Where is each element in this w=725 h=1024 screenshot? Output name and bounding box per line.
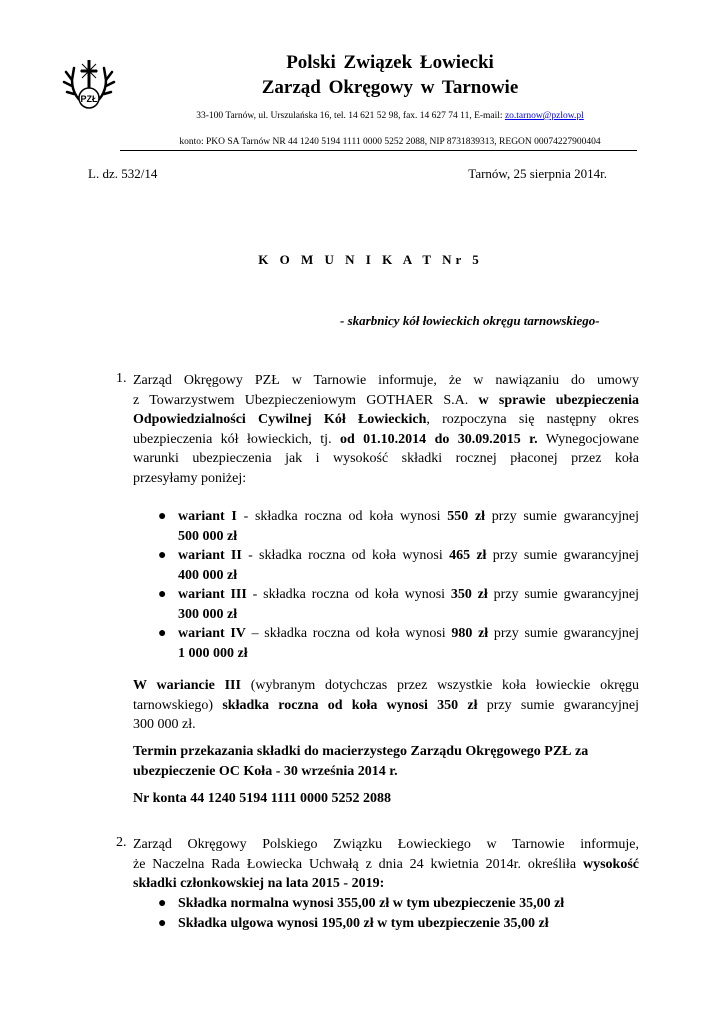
- section-2-number: 2.: [116, 835, 127, 850]
- header-divider: [120, 150, 637, 151]
- section-1-number: 1.: [116, 371, 127, 386]
- bullet-icon: ●: [158, 916, 167, 931]
- bullet-icon: ●: [158, 587, 167, 602]
- fee-item: ● Składka ulgowa wynosi 195,00 zł w tym ubezpieczenie 35,00 zł: [158, 914, 639, 934]
- pzl-logo: [58, 56, 120, 116]
- selected-variant-note: W wariancie III (wybranym dotychczas przez wszystkie koła łowieckie okręgu tarnowskiego) składka roczna od koła wynosi 350 zł przy sumie gwarancyjnej 300 000 zł.: [133, 678, 639, 732]
- bullet-icon: ●: [158, 896, 167, 911]
- org-name: Polski Związek Łowiecki: [286, 52, 494, 73]
- s1-line: Odpowiedzialności Cywilnej Kół Łowieckich, rozpoczyna się następny okres: [133, 412, 639, 427]
- address-text: 33-100 Tarnów, ul. Urszulańska 16, tel. 14 621 52 98, fax. 14 627 74 11, E-mail:: [196, 111, 505, 121]
- bullet-icon: ●: [158, 548, 167, 563]
- document-title: K O M U N I K A T Nr 5: [258, 252, 483, 267]
- s1-line: przesyłamy poniżej:: [133, 470, 247, 486]
- letter-date: Tarnów, 25 sierpnia 2014r.: [468, 166, 607, 181]
- variant-item: ● wariant II - składka roczna od koła wynosi 465 zł przy sumie gwarancyjnej 400 000 zł: [158, 548, 640, 583]
- bullet-icon: ●: [158, 509, 167, 524]
- fee-item: ● Składka normalna wynosi 355,00 zł w tym ubezpieczenie 35,00 zł: [158, 894, 639, 914]
- s1-line: Zarząd Okręgowy PZŁ w Tarnowie informuje, że w nawiązaniu do umowy: [133, 373, 639, 388]
- s1-line: warunki ubezpieczenia jak i wysokość składki rocznej płaconej przez koła: [133, 451, 639, 466]
- org-address: [120, 111, 660, 121]
- bank-details: konto: PKO SA Tarnów NR 44 1240 5194 1111 0000 5252 2088, NIP 8731839313, REGON 00074227900404: [179, 137, 601, 147]
- variant-item: ● wariant I - składka roczna od koła wynosi 550 zł przy sumie gwarancyjnej 500 000 zł: [158, 509, 639, 544]
- s1-line: z Towarzystwem Ubezpieczeniowym GOTHAER S.A. w sprawie ubezpieczenia: [133, 392, 639, 408]
- email-link[interactable]: zo.tarnow@pzlow.pl: [504, 111, 584, 121]
- payment-deadline: Termin przekazania składki do macierzystego Zarządu Okręgowego PZŁ za ubezpieczenie OC Koła - 30 września 2014 r.: [133, 744, 589, 779]
- org-branch: Zarząd Okręgowy w Tarnowie: [261, 77, 519, 98]
- logo-text: PZŁ: [80, 94, 98, 104]
- bullet-icon: ●: [158, 626, 167, 641]
- account-number: Nr konta 44 1240 5194 1111 0000 5252 2088: [133, 791, 391, 806]
- section-2-intro: Zarząd Okręgowy Polskiego Związku Łowieckiego w Tarnowie informuje, że Naczelna Rada Łowiecka Uchwałą z dnia 24 kwietnia 2014r. określiła wysokość składki członkowskiej na lata 2015 - 2019:: [133, 837, 639, 891]
- variant-item: ● wariant III - składka roczna od koła wynosi 350 zł przy sumie gwarancyjnej 300 000 zł: [158, 587, 639, 622]
- reference-number: L. dz. 532/14: [88, 166, 158, 181]
- section-1-intro: [133, 371, 639, 488]
- variant-item: ● wariant IV – składka roczna od koła wynosi 980 zł przy sumie gwarancyjnej 1 000 000 zł: [158, 626, 639, 661]
- addressee: - skarbnicy kół łowieckich okręgu tarnowskiego-: [340, 313, 600, 328]
- s1-line: ubezpieczenia kół łowieckich, tj. od 01.10.2014 do 30.09.2015 r. Wynegocjowane: [133, 431, 639, 447]
